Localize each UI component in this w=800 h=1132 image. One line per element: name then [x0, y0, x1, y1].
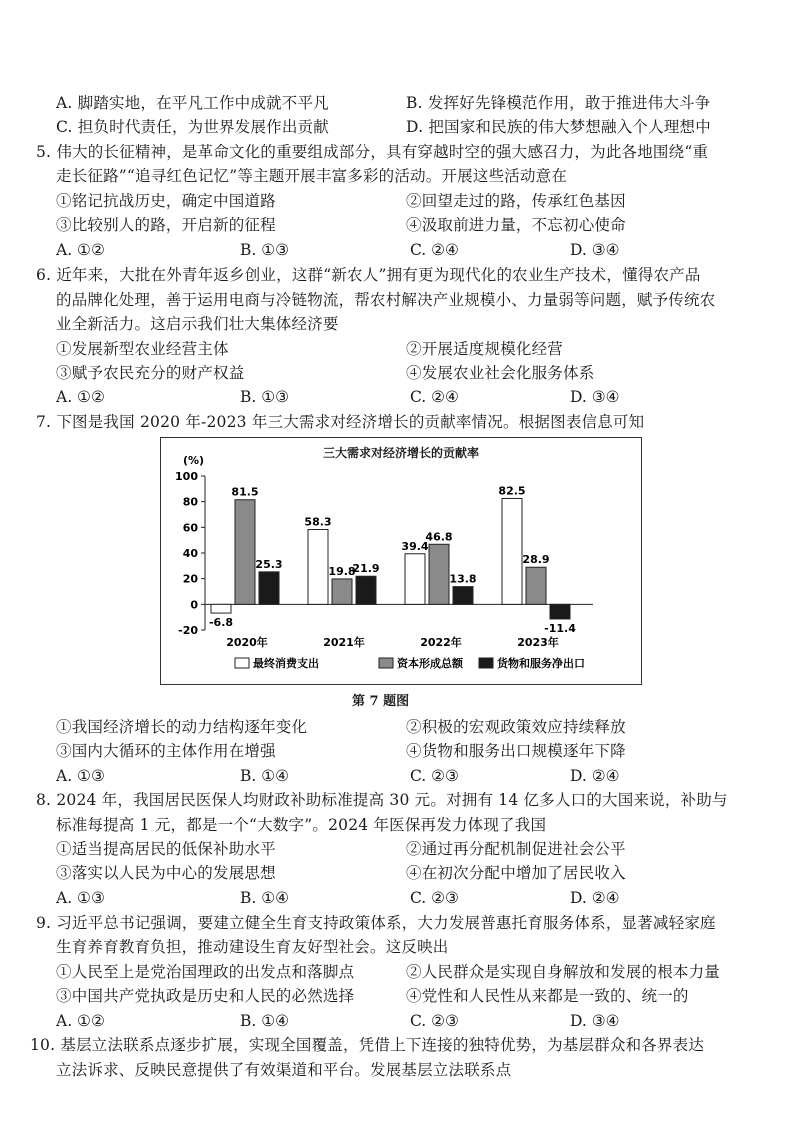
- q8-choice-b: B. ①④: [240, 889, 290, 907]
- q5-choice-b: B. ①③: [240, 241, 290, 259]
- bar-value-label: 39.4: [401, 539, 429, 553]
- bar-货物和服务净出口: [356, 576, 376, 604]
- bar-最终消费支出: [211, 604, 231, 613]
- q6-statement-2: ②开展适度规模化经营: [406, 340, 564, 358]
- legend-label: 最终消费支出: [253, 657, 319, 670]
- q8-choice-d: D. ②④: [570, 889, 620, 907]
- q5-choice-c: C. ②④: [410, 241, 459, 259]
- q7-choice-b: B. ①④: [240, 767, 290, 785]
- bar-value-label: -6.8: [208, 616, 234, 630]
- chart-title: 三大需求对经济增长的贡献率: [322, 446, 479, 460]
- q7-statement-4: ④货物和服务出口规模逐年下降: [406, 742, 626, 760]
- q9-choice-b: B. ①④: [240, 1012, 290, 1030]
- bar-货物和服务净出口: [550, 604, 570, 619]
- y-axis-label: (%): [183, 454, 205, 467]
- q8-stem-line2: 标准每提高 1 元，都是一个“大数字”。2024 年医保再发力体现了我国: [56, 816, 547, 834]
- bar-资本形成总额: [429, 544, 449, 604]
- bar-资本形成总额: [526, 567, 546, 604]
- q7-statement-3: ③国内大循环的主体作用在增强: [56, 742, 276, 760]
- q10-stem-line2: 立法诉求、反映民意提供了有效渠道和平台。发展基层立法联系点: [56, 1061, 512, 1079]
- bar-最终消费支出: [308, 530, 328, 605]
- legend-swatch-资本形成总额: [379, 658, 393, 668]
- x-tick-label: 2022年: [420, 636, 462, 649]
- bar-货物和服务净出口: [259, 572, 279, 604]
- q8-stem-line1: 8. 2024 年，我国居民医保人均财政补助标准提高 30 元。对拥有 14 亿多人口的大国来说，补助与: [36, 791, 728, 809]
- q7-stem-line1: 7. 下图是我国 2020 年-2023 年三大需求对经济增长的贡献率情况。根据图表信息可知: [36, 413, 645, 431]
- legend-label: 货物和服务净出口: [497, 657, 585, 670]
- q4-option-a: A. 脚踏实地，在平凡工作中成就不平凡: [56, 94, 329, 112]
- q8-statement-1: ①适当提高居民的低保补助水平: [56, 840, 276, 858]
- chart-svg: [161, 438, 641, 684]
- x-tick-label: 2021年: [323, 636, 365, 649]
- q8-statement-4: ④在初次分配中增加了居民收入: [406, 864, 626, 882]
- bar-value-label: -11.4: [544, 621, 576, 635]
- x-tick-label: 2020年: [226, 636, 268, 649]
- x-tick-label: 2023年: [517, 636, 559, 649]
- q7-statement-2: ②积极的宏观政策效应持续释放: [406, 718, 626, 736]
- q6-choice-c: C. ②④: [410, 388, 459, 406]
- bar-value-label: 25.3: [255, 557, 283, 571]
- q7-choice-a: A. ①③: [56, 767, 105, 785]
- q5-statement-1: ①铭记抗战历史，确定中国道路: [56, 192, 276, 210]
- q5-choice-d: D. ③④: [570, 241, 620, 259]
- q9-statement-1: ①人民至上是党治国理政的出发点和落脚点: [56, 963, 355, 981]
- chart-caption: 第 7 题图: [352, 694, 410, 709]
- q4-option-b: B. 发挥好先锋模范作用，敢于推进伟大斗争: [406, 94, 711, 112]
- legend-swatch-最终消费支出: [235, 658, 249, 668]
- q9-statement-3: ③中国共产党执政是历史和人民的必然选择: [56, 987, 355, 1005]
- bar-value-label: 28.9: [522, 553, 550, 567]
- q4-option-c: C. 担负时代责任，为世界发展作出贡献: [56, 118, 329, 136]
- q9-statement-4: ④党性和人民性从来都是一致的、统一的: [406, 987, 689, 1005]
- q6-choice-b: B. ①③: [240, 388, 290, 406]
- q6-choice-d: D. ③④: [570, 388, 620, 406]
- bar-最终消费支出: [502, 498, 522, 604]
- q9-choice-c: C. ②③: [410, 1012, 459, 1030]
- bar-货物和服务净出口: [453, 587, 473, 605]
- y-tick-label: 100: [175, 470, 198, 483]
- bar-value-label: 46.8: [425, 530, 453, 544]
- bar-value-label: 81.5: [231, 485, 259, 499]
- bar-value-label: 82.5: [498, 484, 526, 498]
- bar-资本形成总额: [332, 579, 352, 604]
- q5-statement-4: ④汲取前进力量，不忘初心使命: [406, 216, 626, 234]
- bar-最终消费支出: [405, 554, 425, 605]
- contribution-chart: [160, 437, 642, 685]
- q10-stem-line1: 10. 基层立法联系点逐步扩展，实现全国覆盖，凭借上下连接的独特优势，为基层群众和各界表达: [30, 1036, 705, 1054]
- q6-stem-line2: 的品牌化处理，善于运用电商与冷链物流，帮农村解决产业规模小、力量弱等问题，赋予传统农: [56, 291, 716, 309]
- q6-statement-1: ①发展新型农业经营主体: [56, 340, 229, 358]
- q9-choice-d: D. ③④: [570, 1012, 620, 1030]
- q6-choice-a: A. ①②: [56, 388, 105, 406]
- legend-label: 资本形成总额: [397, 657, 463, 670]
- q9-choice-a: A. ①②: [56, 1012, 105, 1030]
- q7-choice-d: D. ②④: [570, 767, 620, 785]
- q5-stem-line2: 走长征路”“追寻红色记忆”等主题开展丰富多彩的活动。开展这些活动意在: [56, 167, 568, 185]
- bar-value-label: 21.9: [352, 562, 380, 576]
- q9-statement-2: ②人民群众是实现自身解放和发展的根本力量: [406, 963, 721, 981]
- q4-option-d: D. 把国家和民族的伟大梦想融入个人理想中: [406, 118, 711, 136]
- bar-value-label: 58.3: [304, 515, 332, 529]
- q5-statement-3: ③比较别人的路，开启新的征程: [56, 216, 276, 234]
- q9-stem-line2: 生育养育教育负担，推动建设生育友好型社会。这反映出: [56, 938, 449, 956]
- q9-stem-line1: 9. 习近平总书记强调，要建立健全生育支持政策体系，大力发展普惠托育服务体系，显著减轻家庭: [36, 914, 716, 932]
- y-tick-label: 40: [182, 547, 198, 560]
- q8-statement-2: ②通过再分配机制促进社会公平: [406, 840, 626, 858]
- q6-statement-3: ③赋予农民充分的财产权益: [56, 364, 245, 382]
- bar-资本形成总额: [235, 500, 255, 605]
- q7-choice-c: C. ②③: [410, 767, 459, 785]
- q6-statement-4: ④发展农业社会化服务体系: [406, 364, 595, 382]
- q8-choice-a: A. ①③: [56, 889, 105, 907]
- bar-value-label: 13.8: [449, 572, 477, 586]
- y-tick-label: 80: [182, 495, 198, 509]
- y-tick-label: 20: [182, 572, 198, 586]
- q5-statement-2: ②回望走过的路，传承红色基因: [406, 192, 626, 210]
- q8-choice-c: C. ②③: [410, 889, 459, 907]
- q8-statement-3: ③落实以人民为中心的发展思想: [56, 864, 276, 882]
- q5-choice-a: A. ①②: [56, 241, 105, 259]
- q6-stem-line1: 6. 近年来，大批在外青年返乡创业，这群“新农人”拥有更为现代化的农业生产技术，懂得农产品: [36, 266, 701, 284]
- q7-statement-1: ①我国经济增长的动力结构逐年变化: [56, 718, 308, 736]
- y-tick-label: 60: [182, 521, 198, 535]
- legend-swatch-货物和服务净出口: [479, 658, 493, 668]
- q6-stem-line3: 业全新活力。这启示我们壮大集体经济要: [56, 315, 339, 333]
- bar-value-label: 19.8: [328, 564, 356, 578]
- y-tick-label: -20: [178, 624, 198, 637]
- y-tick-label: 0: [190, 598, 198, 612]
- q5-stem-line1: 5. 伟大的长征精神，是革命文化的重要组成部分，具有穿越时空的强大感召力，为此各地围绕“重: [36, 143, 709, 161]
